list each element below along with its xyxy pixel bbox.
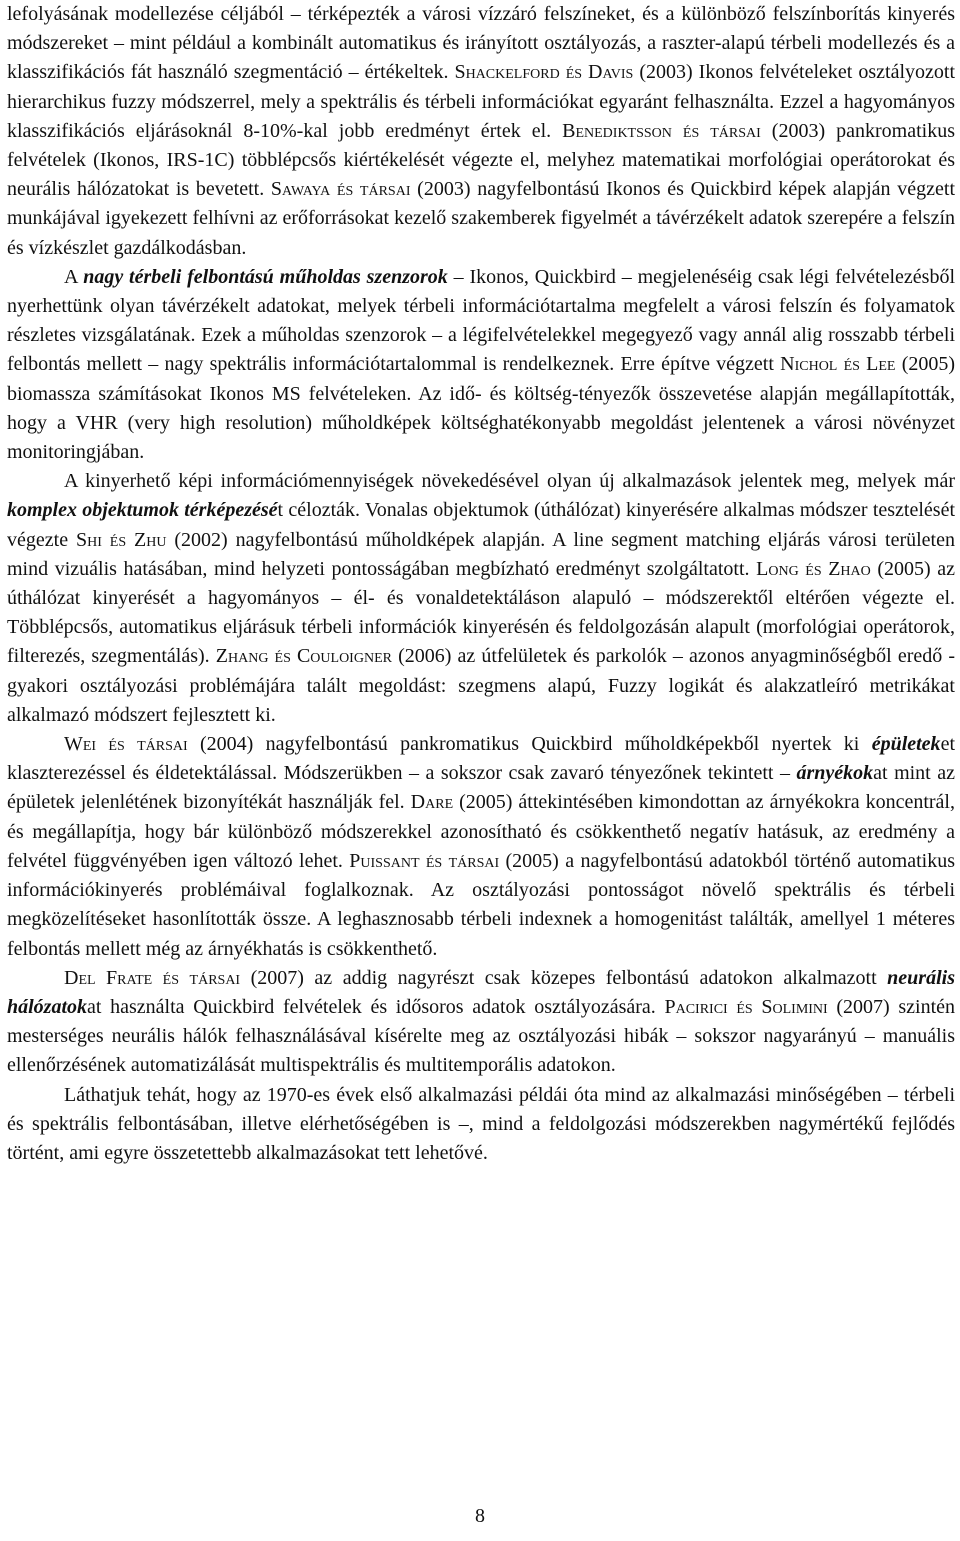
paragraph	[7, 1081, 955, 1169]
emphasis-term: neurális hálózatok	[7, 966, 955, 1018]
emphasis-term: épületek	[871, 733, 941, 756]
author-citation: Shi és Zhu	[75, 528, 167, 551]
author-citation: Sawaya és társai	[270, 178, 411, 201]
author-citation: Puissant és társai	[349, 849, 500, 872]
author-citation: Del Frate és társai	[64, 966, 241, 989]
text-run: A kinyerhető képi információmennyiségek növekedésével olyan új alkalmazások jelentek meg, melyek már	[64, 470, 955, 493]
page-number: 8	[475, 1505, 485, 1527]
author-citation: Zhang és Couloigner	[215, 645, 392, 668]
author-citation: Shackelford és Davis	[454, 61, 634, 84]
text-run: lefolyásának modellezése céljából – térképezték a városi vízzáró felszíneket, és a különböző felszínborítás kinyerés módszereket – mint például a kombinált automatikus és irányított osztályozás, a raszter-alapú térbeli modellezés és a klasszifikációs fát használó szegmentáció – értékeltek.	[7, 3, 955, 84]
text-run: (2002) nagyfelbontású műholdképek alapján. A line segment matching eljárás városi területen mind vizuális hatásában, mind helyzeti pontosságában megbízható eredményt szolgáltatott.	[7, 528, 955, 580]
text-run: (2003) Ikonos felvételeket osztályozott hierarchikus fuzzy módszerrel, mely a spektrális és térbeli információkat egyaránt felhasználta. Ezzel a hagyományos klasszifikációs eljárásoknál 8-10%-kal jobb eredményt értek el.	[7, 61, 955, 142]
text-run: (2005) áttekintésében kimondottan az árnyékokra koncentrál, és megállapítja, hogy bár különböző módszerekkel azonosítható és csökkenthető negatív hatásuk, az eredmény a felvétel függvényében igen változó lehet.	[7, 791, 955, 872]
text-run: et klaszterezéssel és éldetektálással. Módszerükben – a sokszor csak zavaró tényezőnek tekintett –	[7, 733, 955, 785]
text-run: (2005) a nagyfelbontású adatokból történő automatikus információkinyerés problémáival foglalkoznak. Az osztályozási pontosságot növelő spektrális és térbeli megközelítéseket hasonlították össze. A leghasznosabb térbeli indexnek a homogenitást találták, amellyel 1 méteres felbontás mellett még az árnyékhatás is csökkenthető.	[7, 849, 956, 960]
text-run: (2003) nagyfelbontású Ikonos és Quickbird képek alapján végzett munkájával igyekezett felhívni az erőforrásokat kezelő szakemberek figyelmét a távérzékelt adatok szerepére a felszín és vízkészlet gazdálkodásban.	[7, 178, 955, 259]
text-run: (2004) nagyfelbontású pankromatikus Quickbird műholdképekből nyertek ki	[187, 733, 872, 756]
text-run: (2003) pankromatikus felvételek (Ikonos, IRS-1C) többlépcsős kiértékelését végezte el, melyhez matematikai morfológiai operátorokat és neurális hálózatokat is bevetett.	[7, 119, 955, 201]
paragraph	[7, 730, 955, 964]
emphasis-term: nagy térbeli felbontású műholdas szenzorok	[83, 265, 448, 288]
text-run: (2006) az útfelületek és parkolók – azonos anyagminőségből eredő - gyakori osztályozási problémájára talált megoldást: szegmens alapú, Fuzzy logikát és alakzatleíró metrikákat alkalmazó módszert fejlesztett ki.	[7, 645, 956, 726]
text-run: at mint az épületek jelenlétének bizonyítékát használják fel.	[7, 762, 955, 814]
text-run: – Ikonos, Quickbird – megjelenéséig csak légi felvételezésből nyerhettünk olyan távérzékelt adatokat, melyek térbeli információtartalma megfelelt a városi felszín és folyamatok részletes vizsgálatának. Ezek a műholdas szenzorok – a légifelvételekkel megegyező vagy annál alig rosszabb térbeli felbontás mellett – nagy spektrális információtartalommal is rendelkeznek. Erre építve végzett	[7, 265, 955, 376]
text-run: (2007) szintén mesterséges neurális hálók felhasználásával kísérelte meg az osztályozási hibák – sokszor nagyarányú – manuális ellenőrzésének automatizálását multispektrális és multitemporális adatokon.	[7, 995, 955, 1077]
paragraph	[7, 467, 955, 730]
text-run: t célozták. Vonalas objektumok (úthálózat) kinyerésére alkalmas módszer tesztelését végezte	[7, 499, 955, 551]
author-citation: Pacirici és Solimini	[664, 995, 828, 1018]
text-run: (2007) az addig nagyrészt csak közepes felbontású adatokon alkalmazott	[240, 966, 888, 989]
paragraph	[7, 263, 955, 467]
emphasis-term: komplex objektumok térképezésé	[7, 499, 278, 522]
author-citation: Long és Zhao	[756, 557, 871, 580]
text-run: Láthatjuk tehát, hogy az 1970-es évek első alkalmazási példái óta mind az alkalmazási minőségében – térbeli és spektrális felbontásában, illetve elérhetőségében is –, mind a feldolgozási módszerekben nagymértékű fejlődés történt, ami egyre összetettebb alkalmazásokat tett lehetővé.	[7, 1083, 955, 1164]
emphasis-term: árnyékok	[796, 762, 874, 785]
author-citation: Dare	[410, 791, 454, 814]
author-citation: Benediktsson és társai	[562, 119, 761, 142]
document-body	[7, 0, 955, 1168]
paragraph	[7, 964, 955, 1081]
author-citation: Nichol és Lee	[780, 353, 896, 376]
text-run: A	[64, 265, 84, 288]
paragraph	[7, 0, 955, 263]
text-run: (2005) az úthálózat kinyerését a hagyományos – él- és vonaldetektáláson alapuló – módszerektől eltérően végezte el. Többlépcsős, automatikus eljárásuk térbeli információk kinyerésén és feldolgozásán alapult (morfológiai operátorok, filterezés, szegmentálás).	[7, 557, 956, 668]
text-run: at használta Quickbird felvételek és idősoros adatok osztályozására.	[87, 995, 665, 1018]
author-citation: Wei és társai	[64, 733, 188, 756]
text-run: (2005) biomassza számításokat Ikonos MS felvételeken. Az idő- és költség-tényezők összevetése alapján megállapították, hogy a VHR (very high resolution) műholdképek költséghatékonyabb megoldást jelentenek a városi növényzet monitoringjában.	[7, 353, 956, 464]
